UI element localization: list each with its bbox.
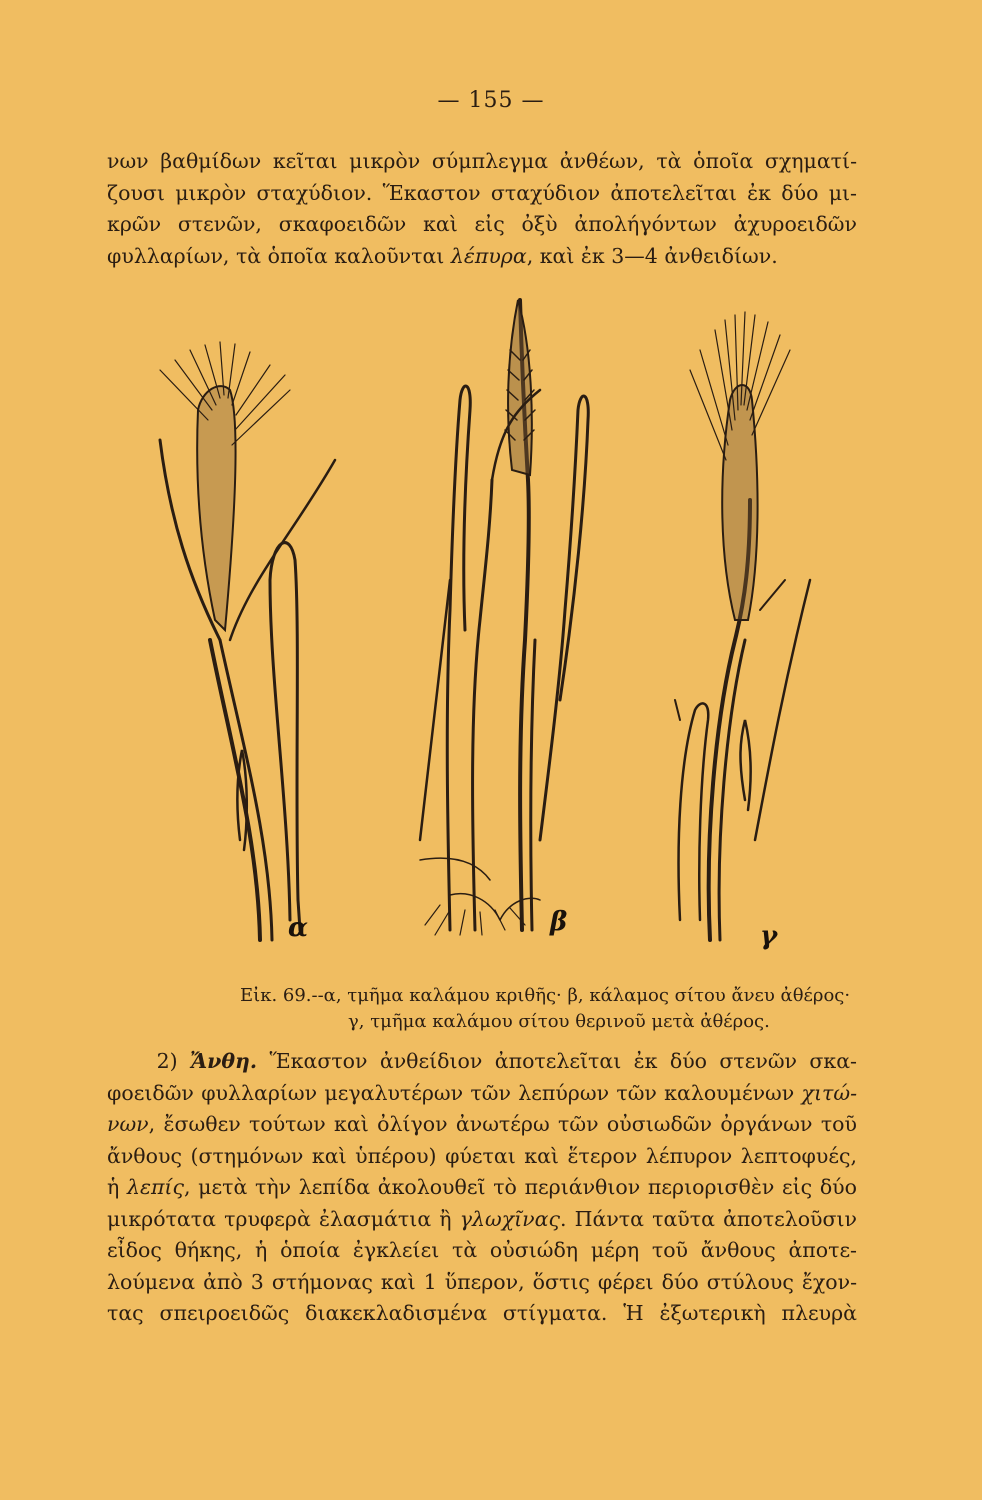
figure-grain-stalks [120, 280, 860, 960]
text-run: , ἔσωθεν τούτων καὶ ὀλίγον ἀνωτέρω τῶν οὐσιωδῶν ὀργάνων τοῦ [148, 1112, 857, 1136]
text-line: κρῶν στενῶν, σκαφοειδῶν καὶ εἰς ὀξὺ ἀπολήγόντων ἀχυροειδῶν [107, 212, 857, 236]
text-line [107, 1204, 857, 1236]
text-run: φυλλαρίων, τὰ ὁποῖα καλοῦνται [107, 243, 451, 268]
text-line: τας σπειροειδῶς διακεκλαδισμένα στίγματα. Ἡ ἐξωτερικὴ πλευρὰ [107, 1301, 857, 1325]
text-run: ἡ [107, 1175, 127, 1199]
section-heading: Ἄνθη. [190, 1049, 258, 1073]
text-run: μικρότατα τρυφερὰ ἐλασμάτια ἢ [107, 1206, 460, 1231]
text-line: εἶδος θήκης, ἡ ὁποία ἐγκλείει τὰ οὐσιώδη μέρη τοῦ ἄνθους ἀποτε- [107, 1238, 857, 1262]
text-line: ἄνθους (στημόνων καὶ ὑπέρου) φύεται καὶ ἕτερον λέπυρον λεπτοφυές, [107, 1143, 857, 1168]
figure-label-gamma: γ [760, 921, 778, 951]
text-line [107, 1109, 857, 1141]
text-run: φοειδῶν φυλλαρίων μεγαλυτέρων τῶν λεπύρων τῶν καλουμένων [107, 1080, 802, 1105]
wheat-stalk-illustration [420, 300, 588, 935]
text-line: ζουσι μικρὸν σταχύδιον. Ἕκαστον σταχύδιον ἀποτελεῖται ἐκ δύο μι- [107, 180, 857, 205]
page-number: — 155 — [437, 88, 545, 113]
text-line [107, 241, 857, 273]
text-line [107, 1172, 857, 1204]
text-line: λούμενα ἀπὸ 3 στήμονας καὶ 1 ὕπερον, ὅστις φέρει δύο στύλους ἔχον- [107, 1269, 857, 1294]
paragraph-flowers [107, 1046, 857, 1330]
section-number: 2) [156, 1049, 191, 1073]
italic-term: γλωχῖνας [459, 1206, 560, 1231]
text-line [107, 1078, 857, 1110]
text-run: , μετὰ τὴν λεπίδα ἀκολουθεῖ τὸ περιάνθιον περιορισθὲν εἰς δύο [183, 1175, 857, 1199]
awned-wheat-stalk-illustration [675, 312, 810, 940]
botanical-illustration [120, 280, 860, 960]
caption-line: Εἰκ. 69.--α, τμῆμα καλάμου κριθῆς· β, κάλαμος σίτου ἄνευ ἀθέρος· [240, 985, 851, 1006]
italic-term: λεπίς [126, 1175, 184, 1199]
text-run: Ἕκαστον ἀνθείδιον ἀποτελεῖται ἐκ δύο στενῶν σκα- [257, 1049, 857, 1073]
text-run: , καὶ ἐκ 3—4 ἀνθειδίων. [526, 243, 778, 268]
italic-term-lepyra: λέπυρα [450, 243, 527, 268]
paragraph-spikelet [107, 146, 857, 272]
italic-term: νων [107, 1112, 149, 1136]
text-line: νων βαθμίδων κεῖται μικρὸν σύμπλεγμα ἀνθέων, τὰ ὁποῖα σχηματί- [107, 149, 857, 173]
figure-label-beta: β [550, 907, 568, 937]
italic-term: χιτώ- [801, 1080, 857, 1105]
text-run: . Πάντα ταῦτα ἀποτελοῦσιν [559, 1206, 857, 1231]
text-line [107, 1046, 857, 1078]
barley-stalk-illustration [160, 342, 335, 940]
caption-line: γ, τμῆμα καλάμου σίτου θερινοῦ μετὰ ἀθέρος. [348, 1011, 770, 1032]
figure-label-alpha: α [288, 913, 309, 943]
